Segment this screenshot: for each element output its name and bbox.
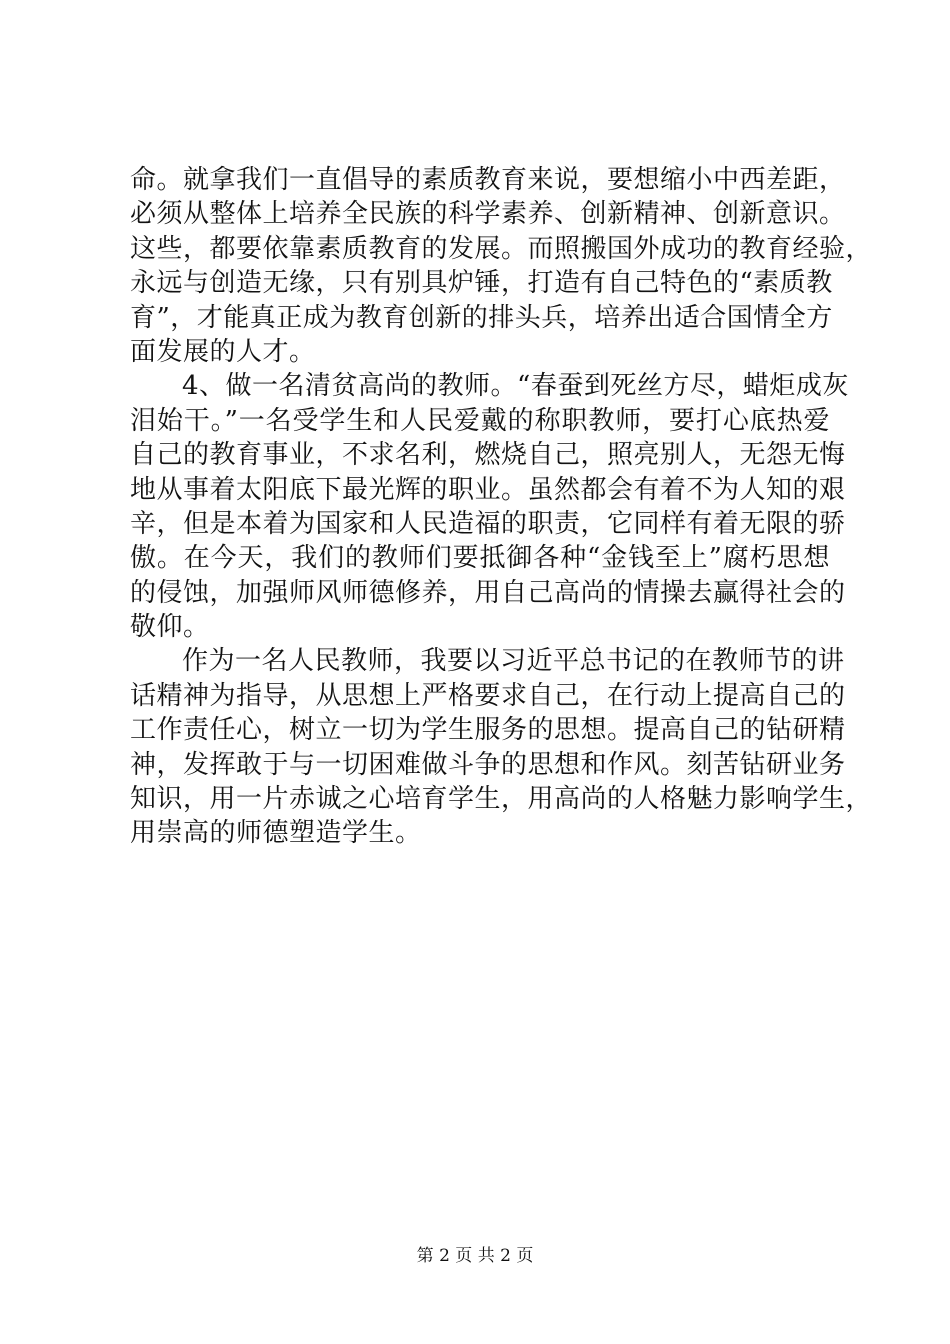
text-line: 命。就拿我们一直倡导的素质教育来说，要想缩小中西差距， bbox=[130, 165, 846, 195]
text-line: 泪始干。”一名受学生和人民爱戴的称职教师，要打心底热爱 bbox=[130, 405, 830, 436]
text-line: 工作责任心，树立一切为学生服务的思想。提高自己的钻研精 bbox=[130, 715, 846, 746]
page-footer: 第 2 页 共 2 页 bbox=[416, 1246, 534, 1266]
text-line: 4、做一名清贫高尚的教师。“春蚕到死丝方尽，蜡炬成灰 bbox=[182, 371, 849, 402]
text-line: 必须从整体上培养全民族的科学素养、创新精神、创新意识。 bbox=[130, 199, 846, 230]
text-line: 话精神为指导，从思想上严格要求自己，在行动上提高自己的 bbox=[130, 680, 846, 711]
text-line: 面发展的人才。 bbox=[130, 336, 316, 367]
text-line: 用崇高的师德塑造学生。 bbox=[130, 818, 422, 849]
text-line: 的侵蚀，加强师风师德修养，用自己高尚的情操去赢得社会的 bbox=[130, 577, 846, 608]
text-line: 神，发挥敢于与一切困难做斗争的思想和作风。刻苦钻研业务 bbox=[130, 749, 846, 780]
body-text bbox=[130, 163, 873, 851]
text-line: 敬仰。 bbox=[130, 612, 210, 643]
text-line: 育”，才能真正成为教育创新的排头兵，培养出适合国情全方 bbox=[130, 302, 833, 333]
text-line: 这些，都要依靠素质教育的发展。而照搬国外成功的教育经验， bbox=[130, 233, 873, 264]
text-line: 自己的教育事业，不求名利，燃烧自己，照亮别人，无怨无悔 bbox=[130, 440, 846, 471]
text-line: 知识，用一片赤诚之心培育学生，用高尚的人格魅力影响学生， bbox=[130, 784, 873, 815]
text-line: 地从事着太阳底下最光辉的职业。虽然都会有着不为人知的艰 bbox=[130, 474, 846, 505]
text-line: 作为一名人民教师，我要以习近平总书记的在教师节的讲 bbox=[182, 646, 845, 677]
text-line: 傲。在今天，我们的教师们要抵御各种“金钱至上”腐朽思想 bbox=[130, 543, 830, 574]
text-line: 辛，但是本着为国家和人民造福的职责，它同样有着无限的骄 bbox=[130, 508, 846, 539]
text-line: 永远与创造无缘，只有别具炉锤，打造有自己特色的“素质教 bbox=[130, 268, 833, 299]
